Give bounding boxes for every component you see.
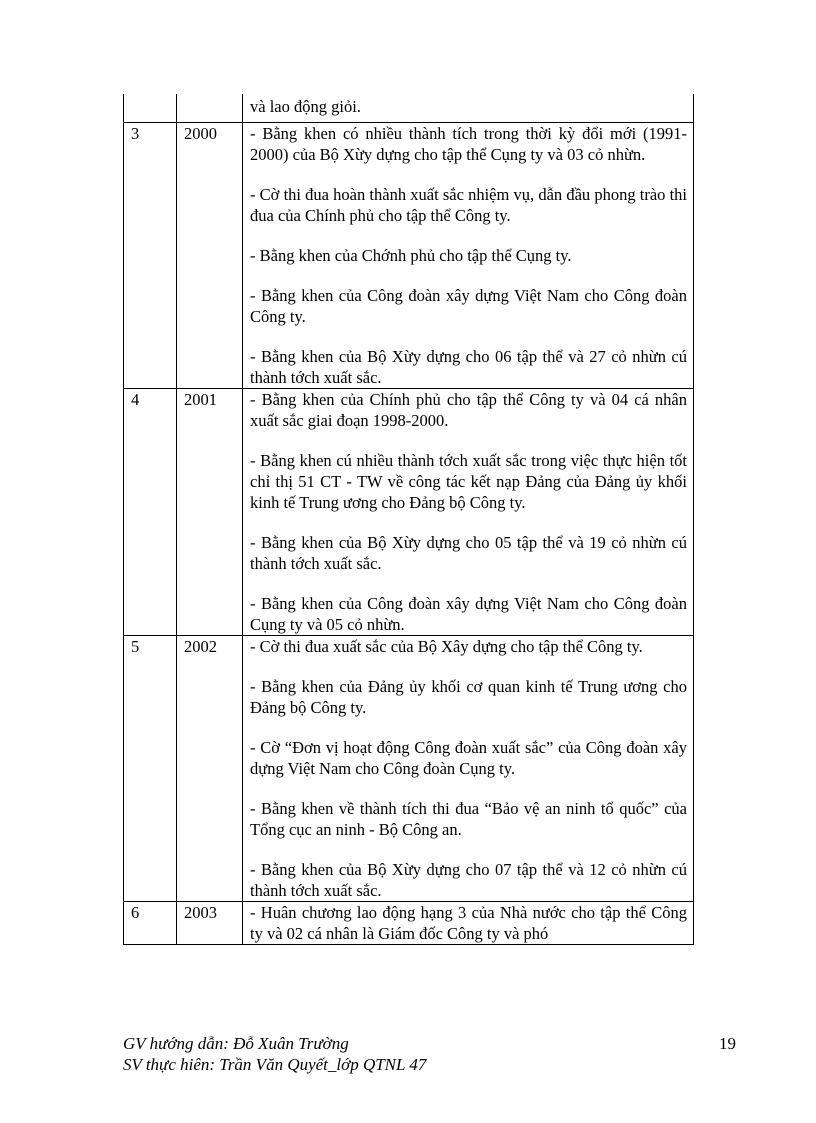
award-item: - Bằng khen của Công đoàn xây dựng Việt Nam cho Công đoàn Công ty. <box>250 286 687 326</box>
cell-year <box>177 94 243 123</box>
cell-description <box>243 123 694 389</box>
award-item: - Cờ thi đua hoàn thành xuất sắc nhiệm vụ, dẫn đầu phong trào thi đua của Chính phủ cho tập thể Công ty. <box>250 185 687 225</box>
award-item: - Cờ thi đua xuất sắc của Bộ Xây dựng cho tập thể Công ty. <box>250 637 643 656</box>
cell-description <box>243 389 694 636</box>
cell-year: 2003 <box>177 902 243 945</box>
page-footer <box>123 1033 426 1075</box>
cell-no: 5 <box>124 636 177 902</box>
award-item: - Bằng khen của Bộ Xừy dựng cho 05 tập thể và 19 cỏ nhừn cú thành tớch xuất sắc. <box>250 533 687 573</box>
award-item: - Bằng khen của Bộ Xừy dựng cho 07 tập thể và 12 cỏ nhừn cú thành tớch xuất sắc. <box>250 860 687 900</box>
table-row <box>124 389 694 636</box>
award-item: - Bằng khen của Công đoàn xây dựng Việt Nam cho Công đoàn Cụng ty và 05 cỏ nhừn. <box>250 594 687 634</box>
advisor-line: GV hướng dẫn: Đỗ Xuân Trường <box>123 1034 349 1053</box>
table-row <box>124 636 694 902</box>
award-item: và lao động giỏi. <box>250 97 361 116</box>
award-item: - Bằng khen của Chính phủ cho tập thể Công ty và 04 cá nhân xuất sắc giai đoạn 1998-2000. <box>250 390 687 430</box>
award-item: - Bằng khen có nhiều thành tích trong thời kỳ đổi mới (1991-2000) của Bộ Xừy dựng cho tập thể Cụng ty và 03 cỏ nhừn. <box>250 124 687 164</box>
cell-description <box>243 94 694 123</box>
table-row <box>124 902 694 945</box>
awards-table <box>123 94 694 945</box>
cell-no: 6 <box>124 902 177 945</box>
cell-no: 4 <box>124 389 177 636</box>
cell-no <box>124 94 177 123</box>
award-item: - Bằng khen cú nhiều thành tớch xuất sắc trong việc thực hiện tốt chỉ thị 51 CT - TW về công tác kết nạp Đảng của Đảng ủy khối kinh tế Trung ương cho Đảng bộ Công ty. <box>250 451 687 512</box>
cell-year: 2000 <box>177 123 243 389</box>
award-item: - Huân chương lao động hạng 3 của Nhà nước cho tập thể Công ty và 02 cá nhân là Giám đốc Công ty và phó <box>250 903 687 943</box>
award-item: - Bằng khen của Chớnh phủ cho tập thể Cụng ty. <box>250 246 572 265</box>
cell-no: 3 <box>124 123 177 389</box>
cell-description <box>243 902 694 945</box>
student-line: SV thực hiên: Trần Văn Quyết_lớp QTNL 47 <box>123 1055 427 1074</box>
award-item: - Bằng khen về thành tích thi đua “Bảo vệ an ninh tổ quốc” của Tổng cục an ninh - Bộ Công an. <box>250 799 687 839</box>
cell-year: 2001 <box>177 389 243 636</box>
cell-description <box>243 636 694 902</box>
award-item: - Cờ “Đơn vị hoạt động Công đoàn xuất sắc” của Công đoàn xây dựng Việt Nam cho Công đoàn Cụng ty. <box>250 738 687 778</box>
award-item: - Bằng khen của Bộ Xừy dựng cho 06 tập thể và 27 cỏ nhừn cú thành tớch xuất sắc. <box>250 347 687 387</box>
award-item: - Bằng khen của Đảng ủy khối cơ quan kinh tế Trung ương cho Đảng bộ Công ty. <box>250 677 687 717</box>
page-number: 19 <box>719 1034 736 1053</box>
table-row-continuation <box>124 94 694 123</box>
table-row <box>124 123 694 389</box>
cell-year: 2002 <box>177 636 243 902</box>
